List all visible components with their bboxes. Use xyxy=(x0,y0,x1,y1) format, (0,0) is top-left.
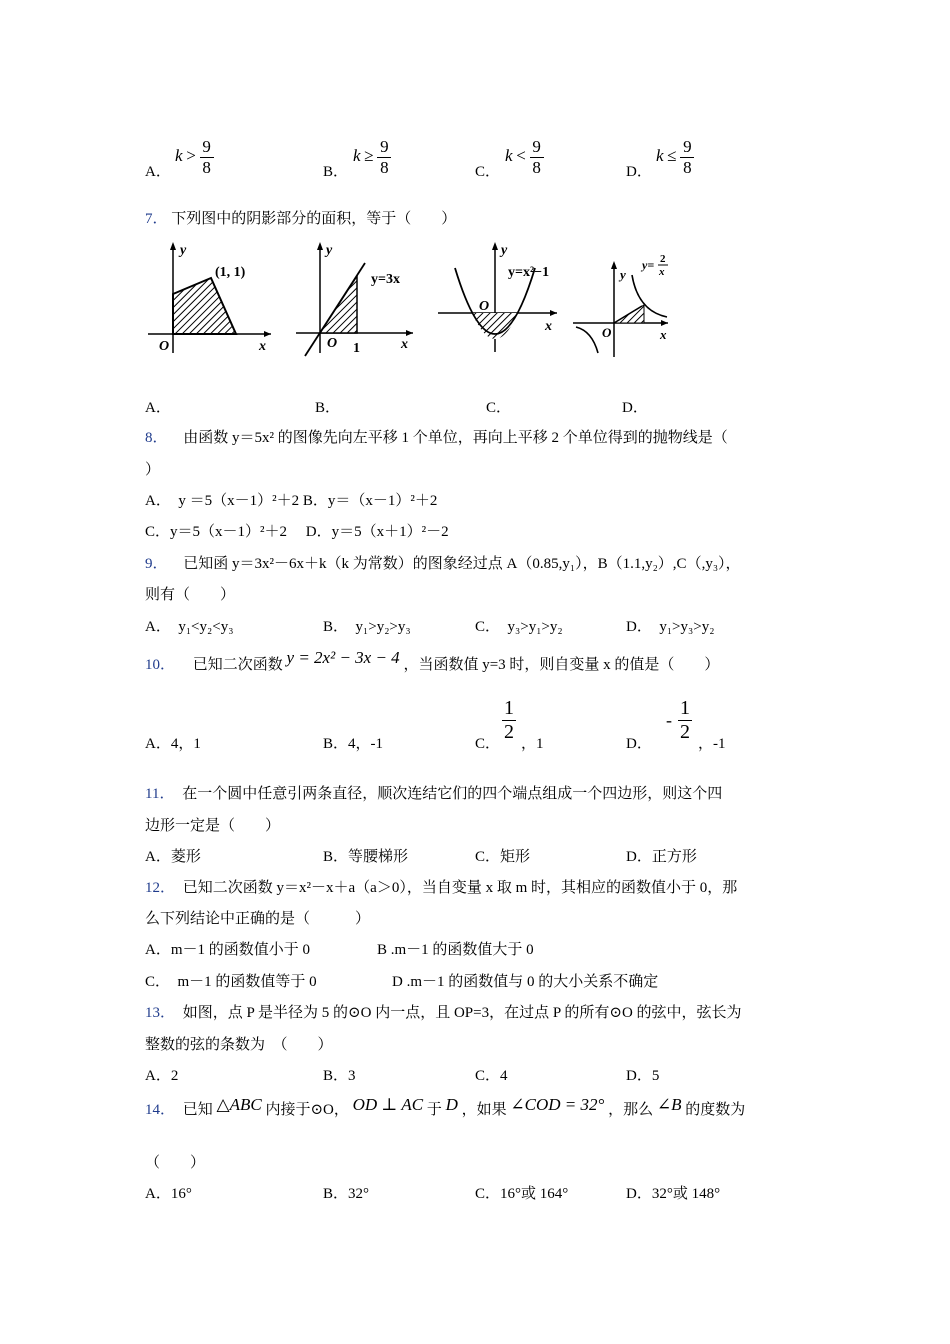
y-axis-arrow xyxy=(170,242,176,250)
numerator: 9 xyxy=(202,137,211,156)
math-inequality xyxy=(175,138,214,177)
question-text-6: 的度数为 xyxy=(685,1102,746,1118)
question-text: 如图，点 P 是半径为 5 的⊙O 内一点，且 OP=3，在过点 P 的所有⊙O 的弦中，弦长为 xyxy=(182,1005,742,1021)
fraction xyxy=(530,138,544,177)
question-12-stem xyxy=(145,876,737,897)
question-number: 10． xyxy=(145,657,176,673)
question-text-3: 于 xyxy=(426,1102,442,1118)
x-label: x xyxy=(401,337,408,352)
x-axis-arrow xyxy=(550,310,557,316)
q13-option-b[interactable]: B．3 xyxy=(323,1068,356,1084)
q9-option-d[interactable]: D． y₁>y₃>y₂ xyxy=(626,619,715,635)
origin-label: O xyxy=(327,336,338,351)
graph-b xyxy=(293,238,423,358)
minus-sign: - xyxy=(666,710,672,730)
var-k: k xyxy=(175,145,183,165)
x-label: x xyxy=(545,319,552,334)
q11-option-d[interactable]: D．正方形 xyxy=(626,849,697,865)
shaded-region xyxy=(472,313,518,339)
question-text: 已知二次函数 xyxy=(192,657,283,673)
question-12-stem-cont: 么下列结论中正确的是（ ） xyxy=(145,911,371,927)
question-13-stem xyxy=(145,1001,742,1022)
x-label: x xyxy=(259,339,266,354)
question-number: 7． xyxy=(145,211,168,227)
q8-options-ab[interactable]: A． y ＝5（x－1）²＋2 B．y＝（x－1）²＋2 xyxy=(145,493,438,509)
q13-option-c[interactable]: C．4 xyxy=(475,1068,508,1084)
origin-label: O xyxy=(602,325,612,340)
q14-option-a[interactable]: A．16° xyxy=(145,1186,192,1202)
denominator: 2 xyxy=(504,721,514,743)
q11-option-a[interactable]: A．菱形 xyxy=(145,849,201,865)
q11-option-b[interactable]: B．等腰梯形 xyxy=(323,849,409,865)
var-k: k xyxy=(353,145,361,165)
q7-option-b[interactable]: B． xyxy=(315,400,341,416)
operator: ≤ xyxy=(667,145,677,165)
denominator: 8 xyxy=(380,157,389,177)
question-number: 11． xyxy=(145,786,175,802)
question-13-stem-cont: 整数的弦的条数为 （ ） xyxy=(145,1037,333,1053)
graph-a xyxy=(143,238,278,358)
question-8-stem-cont: ） xyxy=(145,462,161,478)
option-letter: D． xyxy=(626,736,652,752)
question-11-stem-cont: 边形一定是（ ） xyxy=(145,818,281,834)
equation-numerator: 2 xyxy=(660,253,666,265)
question-14-stem xyxy=(145,1095,746,1119)
y-label: y xyxy=(620,267,626,282)
q13-option-a[interactable]: A．2 xyxy=(145,1068,179,1084)
question-text-2: 内接于⊙O， xyxy=(265,1102,349,1118)
q7-option-d[interactable]: D． xyxy=(622,400,648,416)
shaded-region xyxy=(173,278,236,334)
numerator: 9 xyxy=(683,137,692,156)
fraction xyxy=(200,138,214,177)
formula: y = 2x² − 3x − 4 xyxy=(286,648,400,667)
tick-label: 1 xyxy=(353,341,360,356)
question-7-stem xyxy=(145,207,456,228)
option-letter: A． xyxy=(145,164,171,180)
question-number: 13． xyxy=(145,1005,176,1021)
angle-b: ∠B xyxy=(656,1095,682,1114)
q13-option-d[interactable]: D．5 xyxy=(626,1068,660,1084)
denominator: 8 xyxy=(202,157,211,177)
point-label: (1, 1) xyxy=(215,265,246,280)
q7-option-a[interactable]: A． xyxy=(145,400,171,416)
q12-option-b[interactable]: B .m－1 的函数值大于 0 xyxy=(377,942,534,958)
question-text: 已知 xyxy=(182,1102,213,1118)
denominator: 2 xyxy=(680,721,690,743)
question-8-stem xyxy=(145,426,728,447)
denominator: 8 xyxy=(683,157,692,177)
q9-option-a[interactable]: A． y₁<y₂<y₃ xyxy=(145,619,234,635)
q7-option-c[interactable]: C． xyxy=(486,400,512,416)
numerator: 1 xyxy=(504,697,514,719)
x-label: x xyxy=(660,327,667,342)
question-text: 由函数 y＝5x² 的图像先向左平移 1 个单位，再向上平移 2 个单位得到的抛物线是（ xyxy=(183,430,728,446)
y-label: y xyxy=(326,243,333,258)
question-text-5: ，那么 xyxy=(608,1102,654,1118)
question-text: 在一个圆中任意引两条直径，顺次连结它们的四个端点组成一个四边形，则这个四 xyxy=(182,786,723,802)
question-11-stem xyxy=(145,782,722,803)
option-rest: ，-1 xyxy=(698,736,726,752)
numerator: 9 xyxy=(380,137,389,156)
equation-label: y=3x xyxy=(371,272,400,287)
hyperbola-branch-3 xyxy=(576,327,598,353)
math-inequality xyxy=(353,138,391,177)
q12-option-a[interactable]: A．m－1 的函数值小于 0 xyxy=(145,942,311,958)
equation-label: y=x²−1 xyxy=(508,265,550,280)
question-14-stem-cont: （ ） xyxy=(145,1155,206,1171)
math-inequality xyxy=(505,138,544,177)
operator: < xyxy=(516,145,526,165)
operator: > xyxy=(186,145,196,165)
question-text: 已知函 y＝3x²－6x＋k（k 为常数）的图象经过点 A（0.85,y₁），B（1.1,y₂）,C（,y₃）， xyxy=(183,556,741,572)
q14-option-b[interactable]: B．32° xyxy=(323,1186,370,1202)
question-number: 12． xyxy=(145,880,176,896)
math-inequality xyxy=(656,138,694,177)
question-number: 14． xyxy=(145,1102,176,1118)
graph-c xyxy=(435,240,565,358)
fraction xyxy=(502,698,516,743)
y-axis-arrow xyxy=(317,242,323,250)
x-axis-arrow xyxy=(264,331,271,337)
q9-option-b[interactable]: B． y₁>y₂>y₃ xyxy=(323,619,411,635)
var-k: k xyxy=(505,145,513,165)
angle-cod: ∠COD = 32° xyxy=(510,1095,605,1114)
question-9-stem-cont: 则有（ ） xyxy=(145,587,236,603)
y-axis-arrow xyxy=(492,242,498,250)
q14-option-c[interactable]: C．16°或 164° xyxy=(475,1186,569,1202)
q11-option-c[interactable]: C．矩形 xyxy=(475,849,531,865)
q12-option-c[interactable]: C． m－1 的函数值等于 0 xyxy=(145,974,317,990)
question-number: 9． xyxy=(145,556,168,572)
option-letter: C． xyxy=(475,164,501,180)
graph-d xyxy=(570,245,680,360)
operator: ≥ xyxy=(364,145,374,165)
denominator: 8 xyxy=(532,157,541,177)
fraction xyxy=(680,138,694,177)
x-axis-arrow xyxy=(406,330,413,336)
equation-label: y= xyxy=(642,258,655,272)
option-rest: ，1 xyxy=(521,736,544,752)
var-k: k xyxy=(656,145,664,165)
q8-options-cd[interactable]: C．y＝5（x－1）²＋2 D．y＝5（x＋1）²－2 xyxy=(145,524,449,540)
origin-label: O xyxy=(479,299,490,314)
fraction xyxy=(377,138,391,177)
option-letter: D． xyxy=(626,164,652,180)
question-9-stem xyxy=(145,552,741,573)
numerator: 1 xyxy=(680,697,690,719)
option-letter: C． xyxy=(475,736,501,752)
q14-option-d[interactable]: D．32°或 148° xyxy=(626,1186,721,1202)
q9-option-c[interactable]: C． y₃>y₁>y₂ xyxy=(475,619,563,635)
question-text: 已知二次函数 y＝x²－x＋a（a＞0），当自变量 x 取 m 时，其相应的函数值小于 0，那 xyxy=(182,880,738,896)
option-letter: B． xyxy=(323,164,349,180)
question-text: 下列图中的阴影部分的面积，等于（ ） xyxy=(171,211,457,227)
question-text-4: ，如果 xyxy=(461,1102,507,1118)
point-d: D xyxy=(445,1095,458,1114)
x-axis-arrow xyxy=(661,320,668,326)
question-10-stem xyxy=(145,648,720,674)
perpendicular-expr: OD ⊥ AC xyxy=(352,1095,424,1114)
origin-label: O xyxy=(159,339,170,354)
q10-option-a[interactable]: A．4，1 xyxy=(145,736,201,752)
equation-denominator: x xyxy=(659,266,665,278)
y-label: y xyxy=(501,243,508,258)
fraction xyxy=(678,698,692,743)
question-text-cont: ，当函数值 y=3 时，则自变量 x 的值是（ ） xyxy=(403,657,720,673)
y-axis-arrow xyxy=(611,261,617,269)
numerator: 9 xyxy=(532,137,541,156)
triangle-abc: △ABC xyxy=(216,1095,262,1114)
question-number: 8． xyxy=(145,430,168,446)
q12-option-d[interactable]: D .m－1 的函数值与 0 的大小关系不确定 xyxy=(392,974,659,990)
y-label: y xyxy=(180,243,187,258)
q10-option-b[interactable]: B．4，-1 xyxy=(323,736,384,752)
